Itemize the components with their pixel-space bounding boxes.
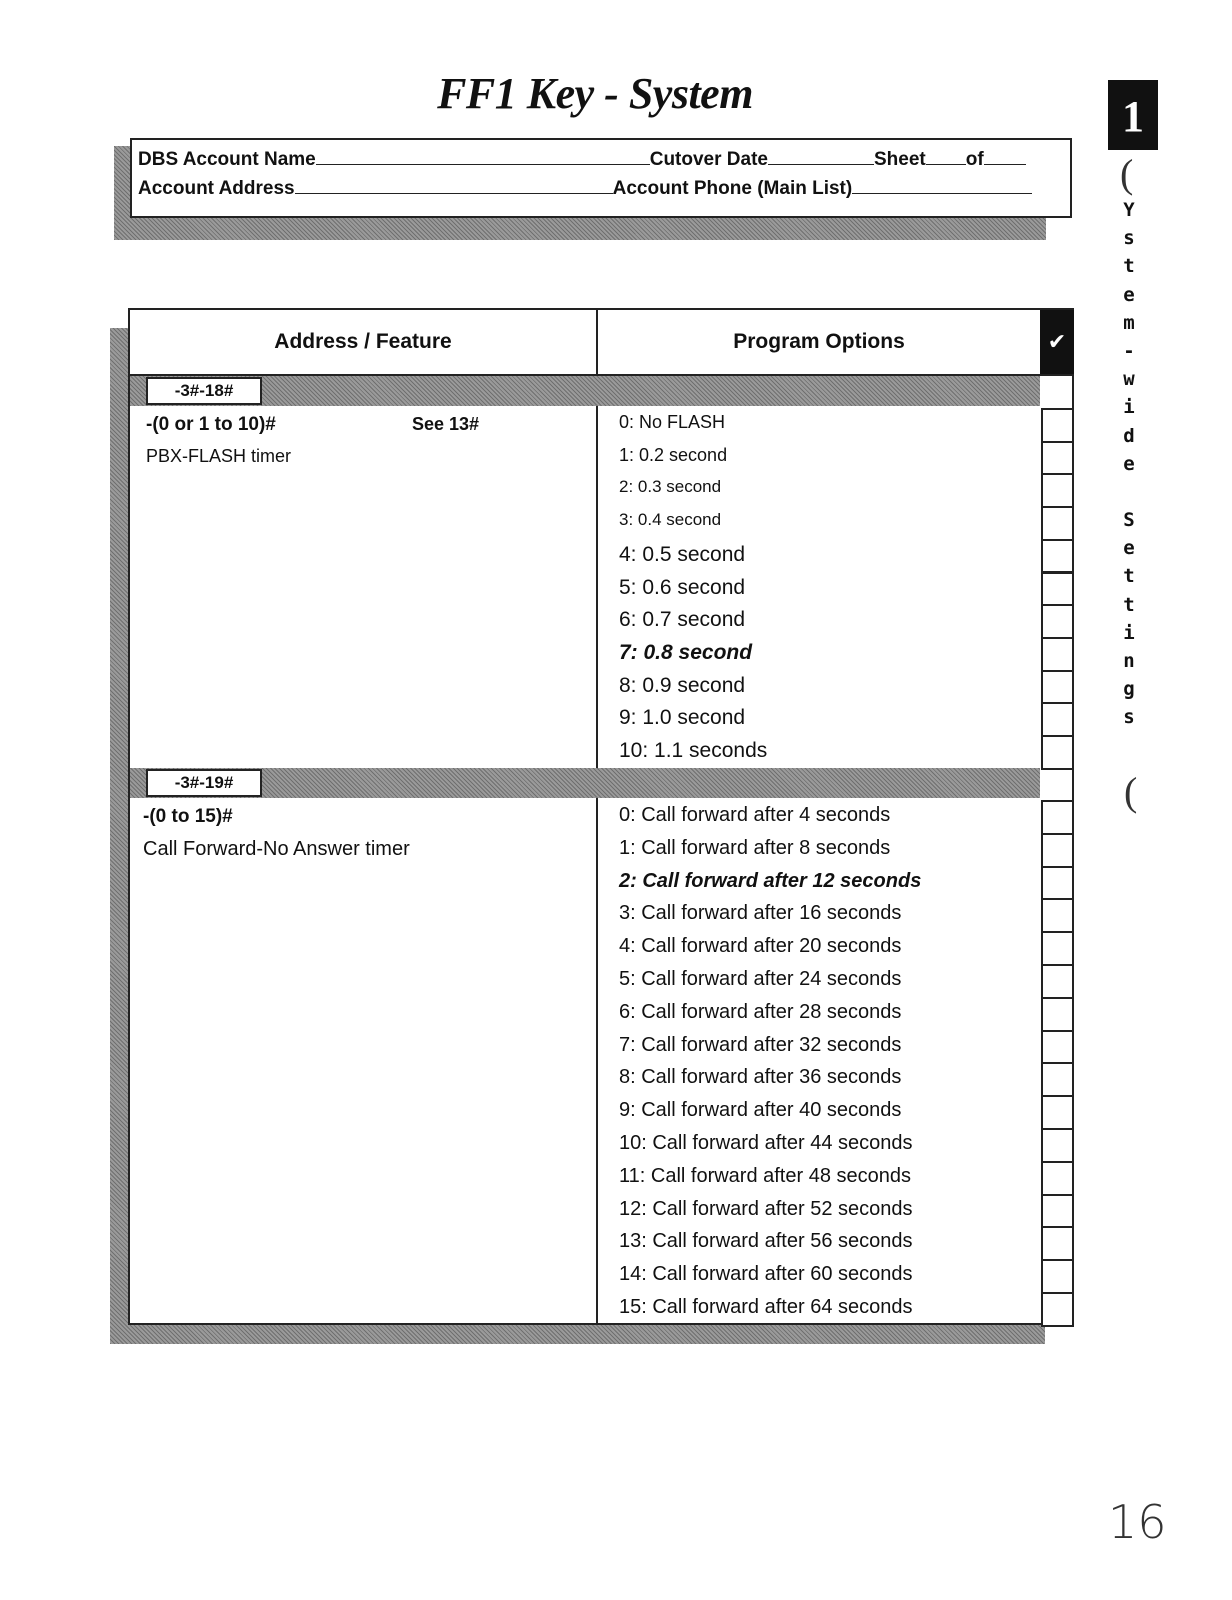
side-tab-vertical-label xyxy=(1118,196,1140,732)
option: 8: Call forward after 36 seconds xyxy=(619,1066,902,1089)
side-tab-letter: m xyxy=(1123,311,1135,334)
option-checkbox[interactable] xyxy=(1041,1259,1074,1294)
header-program-options: Program Options xyxy=(733,330,905,353)
option-checkbox[interactable] xyxy=(1041,735,1074,770)
side-tab-letter: n xyxy=(1123,650,1135,672)
section-address: -3#-18# xyxy=(146,377,262,405)
side-tab-letter: w xyxy=(1123,368,1135,391)
side-tab-letter: e xyxy=(1123,452,1135,475)
option: 8: 0.9 second xyxy=(619,673,746,697)
account-line-2 xyxy=(138,177,1032,200)
option-checkbox[interactable] xyxy=(1041,408,1074,443)
option: 4: 0.5 second xyxy=(619,542,746,566)
option: 3: 0.4 second xyxy=(619,510,722,530)
option: 4: Call forward after 20 seconds xyxy=(619,935,902,958)
option-checkbox[interactable] xyxy=(1041,1194,1074,1229)
section-address: -3#-19# xyxy=(146,769,262,797)
option-checkbox[interactable] xyxy=(1041,1095,1074,1130)
option: 6: 0.7 second xyxy=(619,608,746,632)
section-code: -(0 or 1 to 10)# xyxy=(146,414,276,435)
section-note: See 13# xyxy=(412,414,480,434)
option-checkbox[interactable] xyxy=(1041,1292,1074,1327)
option-checkbox[interactable] xyxy=(1041,866,1074,901)
of-label: of xyxy=(965,149,984,170)
option: 1: 0.2 second xyxy=(619,444,728,465)
option-checkbox[interactable] xyxy=(1041,506,1074,541)
option: 0: No FLASH xyxy=(619,412,726,432)
option-checkbox[interactable] xyxy=(1041,702,1074,737)
option: 12: Call forward after 52 seconds xyxy=(619,1197,913,1220)
option-checkbox[interactable] xyxy=(1041,800,1074,835)
section-tab-number: 1 xyxy=(1108,80,1158,150)
side-tab-letter: s xyxy=(1123,227,1135,250)
account-address-field[interactable] xyxy=(295,177,613,194)
account-phone-field[interactable] xyxy=(852,177,1032,194)
account-address-label: Account Address xyxy=(138,178,295,199)
option: 10: Call forward after 44 seconds xyxy=(619,1132,913,1154)
option-checkbox[interactable] xyxy=(1041,1062,1074,1097)
option-checkbox[interactable] xyxy=(1041,1030,1074,1065)
option-checkbox[interactable] xyxy=(1041,997,1074,1032)
option: 6: Call forward after 28 seconds xyxy=(619,1000,902,1023)
option-checkbox[interactable] xyxy=(1041,572,1074,607)
section-code: -(0 to 15)# xyxy=(143,806,233,827)
option-checkbox[interactable] xyxy=(1041,1128,1074,1163)
side-tab-letter: t xyxy=(1123,593,1135,616)
option: 13: Call forward after 56 seconds xyxy=(619,1230,913,1253)
account-line-1 xyxy=(138,148,1026,171)
side-tab-letter: t xyxy=(1123,565,1135,588)
option-checkbox[interactable] xyxy=(1041,931,1074,966)
option-checkbox[interactable] xyxy=(1041,473,1074,508)
option-checkbox[interactable] xyxy=(1041,1161,1074,1196)
option: 14: Call forward after 60 seconds xyxy=(619,1263,913,1286)
column-divider xyxy=(596,310,598,1324)
side-tab-letter: Y xyxy=(1123,199,1135,221)
option: 15: Call forward after 64 seconds xyxy=(619,1296,913,1318)
section-feature: Call Forward-No Answer timer xyxy=(143,838,410,860)
option: 7: Call forward after 32 seconds xyxy=(619,1033,902,1056)
option: 3: Call forward after 16 seconds xyxy=(619,902,902,925)
side-tab-letter: - xyxy=(1123,339,1135,362)
side-tab-letter: i xyxy=(1123,621,1135,644)
option: 9: 1.0 second xyxy=(619,706,746,730)
side-tab-letter: t xyxy=(1123,255,1135,278)
option: 5: 0.6 second xyxy=(619,575,746,599)
option: 2: 0.3 second xyxy=(619,477,722,497)
option: 9: Call forward after 40 seconds xyxy=(619,1099,902,1122)
side-tab-letter: e xyxy=(1123,283,1135,306)
option-default: 2: Call forward after 12 seconds xyxy=(619,869,922,892)
side-tab-letter: g xyxy=(1123,678,1135,701)
option-checkbox[interactable] xyxy=(1041,604,1074,639)
option-checkbox[interactable] xyxy=(1041,833,1074,868)
side-tab-letter: i xyxy=(1123,396,1135,419)
account-name-label: DBS Account Name xyxy=(138,149,316,170)
header-address-feature: Address / Feature xyxy=(274,330,452,353)
account-info-box xyxy=(130,138,1072,218)
account-name-field[interactable] xyxy=(316,148,650,165)
paren-mark-top: ( xyxy=(1120,151,1134,196)
option-checkbox[interactable] xyxy=(1041,637,1074,672)
option: 0: Call forward after 4 seconds xyxy=(619,804,891,826)
sheet-label: Sheet xyxy=(873,149,926,170)
sheet-field[interactable] xyxy=(926,148,966,165)
option: 5: Call forward after 24 seconds xyxy=(619,968,902,990)
section-feature: PBX-FLASH timer xyxy=(146,446,292,466)
option: 10: 1.1 seconds xyxy=(619,739,768,762)
side-tab-letter: d xyxy=(1123,424,1135,447)
account-phone-label: Account Phone (Main List) xyxy=(612,178,853,199)
option: 1: Call forward after 8 seconds xyxy=(619,836,891,859)
option-checkbox[interactable] xyxy=(1041,670,1074,705)
option-default: 7: 0.8 second xyxy=(619,640,753,664)
section-band xyxy=(130,768,1040,798)
section-band xyxy=(130,376,1040,406)
option-checkbox[interactable] xyxy=(1041,1226,1074,1261)
side-tab-letter: e xyxy=(1123,537,1135,560)
option: 11: Call forward after 48 seconds xyxy=(619,1164,912,1187)
cutover-date-field[interactable] xyxy=(768,148,874,165)
cutover-date-label: Cutover Date xyxy=(649,149,768,170)
paren-mark-bottom: ( xyxy=(1124,769,1138,814)
option-checkbox[interactable] xyxy=(1041,898,1074,933)
page-number: 16 xyxy=(1108,1495,1167,1549)
option-checkbox[interactable] xyxy=(1041,539,1074,574)
option-checkbox[interactable] xyxy=(1041,441,1074,476)
of-field[interactable] xyxy=(984,148,1026,165)
side-tab-letter xyxy=(1118,478,1140,506)
option-checkbox[interactable] xyxy=(1041,964,1074,999)
side-tab-letter: s xyxy=(1123,706,1135,729)
side-tab-letter: S xyxy=(1123,509,1135,532)
page-title: FF1 Key - System xyxy=(437,69,753,118)
checkmark-icon: ✔ xyxy=(1040,310,1074,374)
